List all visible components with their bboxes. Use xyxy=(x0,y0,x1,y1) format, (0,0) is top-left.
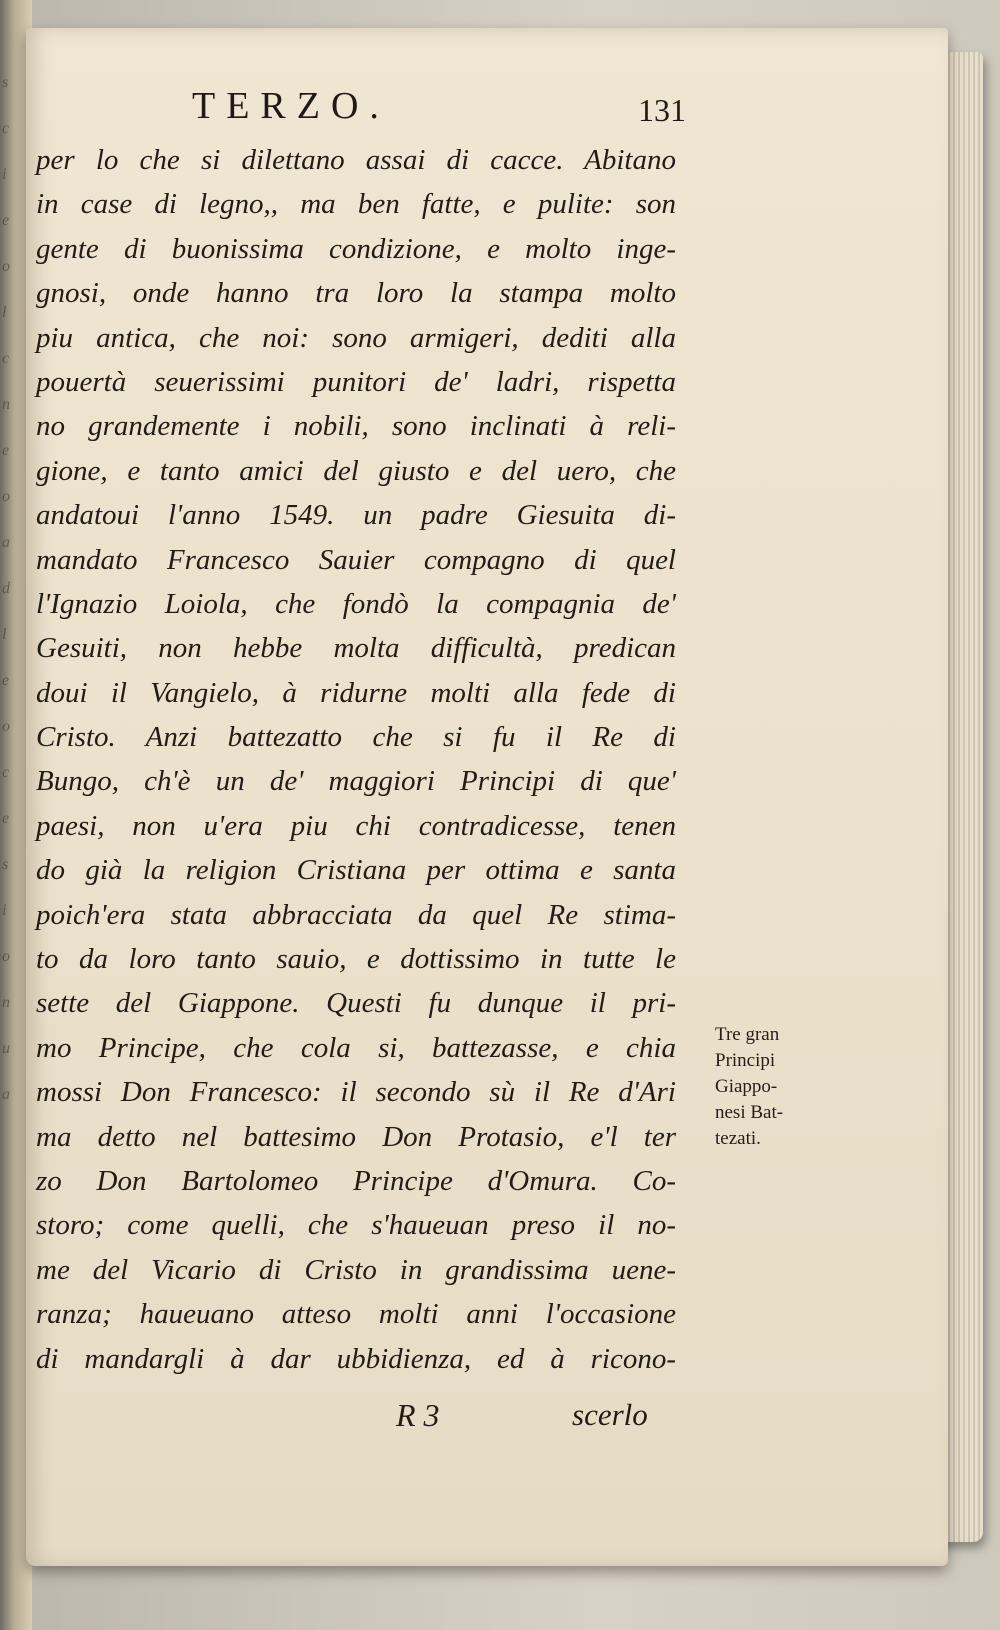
text-line: in case di legno,, ma ben fatte, e pulite: son xyxy=(36,188,676,221)
signature-mark: R 3 xyxy=(396,1397,440,1433)
text-line: poich'era stata abbracciata da quel Re stima- xyxy=(36,898,676,931)
text-line: doui il Vangielo, à ridurne molti alla fede di xyxy=(36,676,676,709)
text-line: to da loro tanto sauio, e dottissimo in tutte le xyxy=(36,943,676,976)
marginal-note-line: tezati. xyxy=(715,1128,761,1149)
text-line: paesi, non u'era piu chi contradicesse, tenen xyxy=(36,809,676,842)
running-head xyxy=(0,84,1000,128)
text-line: storo; come quelli, che s'haueuan preso il no- xyxy=(36,1209,676,1242)
marginal-note-line: Principi xyxy=(715,1050,776,1071)
text-line: di mandargli à dar ubbidienza, ed à ricono- xyxy=(36,1342,676,1375)
text-line: ma detto nel battesimo Don Protasio, e'l ter xyxy=(36,1120,676,1153)
text-line: mo Principe, che cola si, battezasse, e chia xyxy=(36,1031,676,1064)
running-head-title: TERZO. xyxy=(192,85,390,127)
body-text xyxy=(36,138,706,1381)
text-line: gnosi, onde hanno tra loro la stampa molto xyxy=(36,277,676,310)
text-line: zo Don Bartolomeo Principe d'Omura. Co- xyxy=(36,1164,676,1197)
text-line: do già la religion Cristiana per ottima e santa xyxy=(36,854,676,887)
text-line: pouertà seuerissimi punitori de' ladri, rispetta xyxy=(36,365,676,398)
marginal-note-line: Giappo- xyxy=(715,1076,778,1097)
text-line: ranza; haueuano atteso molti anni l'occasione xyxy=(36,1298,676,1331)
text-line: andatoui l'anno 1549. un padre Giesuita di- xyxy=(36,499,676,532)
text-line: gione, e tanto amici del giusto e del uero, che xyxy=(36,454,676,487)
text-line: sette del Giappone. Questi fu dunque il pri- xyxy=(36,987,676,1020)
text-line: per lo che si dilettano assai di cacce. Abitano xyxy=(36,144,676,176)
text-line: Gesuiti, non hebbe molta difficultà, predican xyxy=(36,632,676,665)
catchword: scerlo xyxy=(572,1397,648,1432)
marginal-note-line: Tre gran xyxy=(715,1024,780,1045)
text-line: mossi Don Francesco: il secondo sù il Re d'Ari xyxy=(36,1076,676,1109)
page-number: 131 xyxy=(638,92,686,128)
text-line: mandato Francesco Sauier compagno di quel xyxy=(36,543,676,576)
text-line: Bungo, ch'è un de' maggiori Principi di que' xyxy=(36,765,676,798)
marginal-note xyxy=(715,1022,825,1152)
marginal-note-line: nesi Bat- xyxy=(715,1102,784,1123)
facing-page-bleed: s c i e o l c n e o a d l e o c e s i o n u a xyxy=(2,74,10,1103)
text-line: gente di buonissima condizione, e molto inge- xyxy=(36,232,676,265)
text-line: l'Ignazio Loiola, che fondò la compagnia de' xyxy=(36,587,676,620)
text-line: piu antica, che noi: sono armigeri, dediti alla xyxy=(36,321,676,354)
text-line: me del Vicario di Cristo in grandissima uene- xyxy=(36,1253,676,1286)
text-line: Cristo. Anzi battezatto che si fu il Re di xyxy=(36,721,676,754)
text-line: no grandemente i nobili, sono inclinati à reli- xyxy=(36,410,676,443)
